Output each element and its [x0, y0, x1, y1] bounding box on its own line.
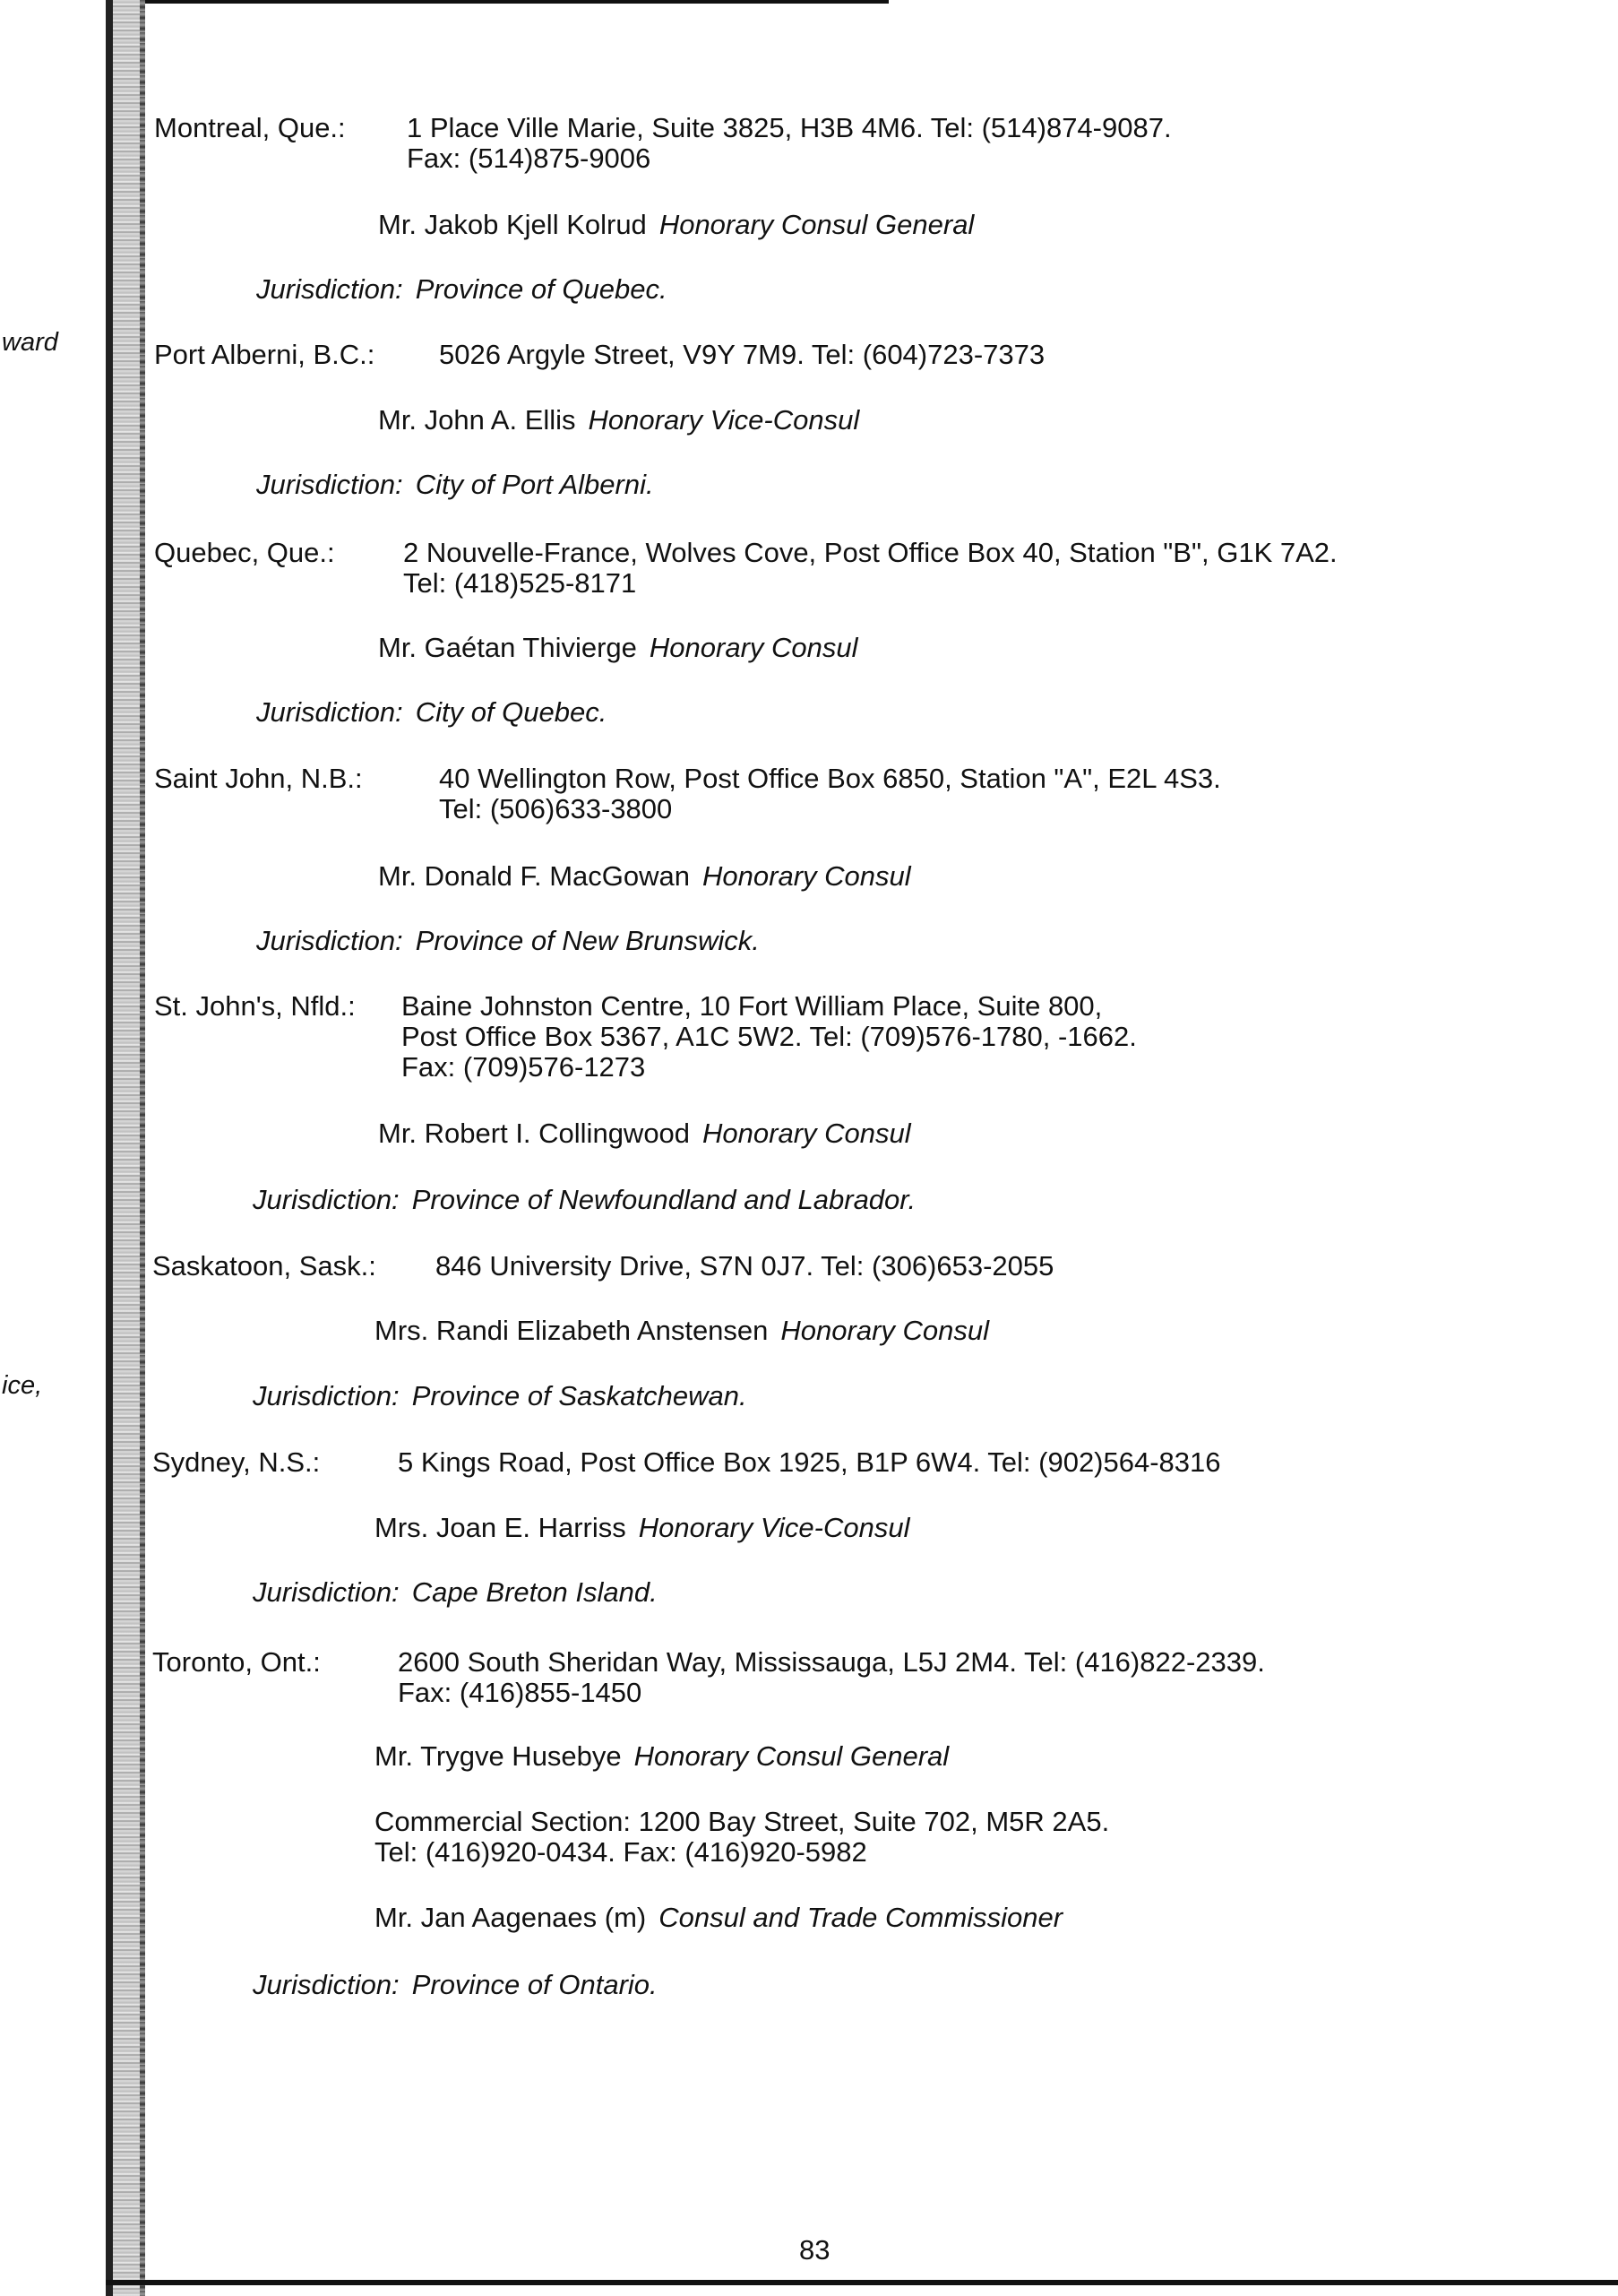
entry-city: Montreal, Que.: [154, 112, 346, 143]
top-rule [145, 0, 889, 4]
jurisdiction-value: City of Quebec. [415, 696, 607, 728]
jurisdiction-value: Province of Quebec. [415, 273, 667, 305]
jurisdiction-label: Jurisdiction: [253, 1969, 400, 2000]
official-title: Honorary Consul [702, 1118, 911, 1149]
jurisdiction [253, 1381, 747, 1411]
jurisdiction-label: Jurisdiction: [253, 1380, 400, 1411]
official-title: Honorary Consul General [633, 1740, 950, 1772]
official-title: Honorary Vice-Consul [638, 1512, 910, 1543]
address-line: Baine Johnston Centre, 10 Fort William Place, Suite 800, [401, 990, 1103, 1022]
official [374, 1903, 1063, 1933]
address-line: 1 Place Ville Marie, Suite 3825, H3B 4M6. Tel: (514)874-9087. [407, 112, 1172, 143]
jurisdiction-value: City of Port Alberni. [415, 469, 654, 500]
page-number: 83 [799, 2234, 831, 2266]
official-title: Honorary Consul [649, 632, 858, 663]
address-line: Post Office Box 5367, A1C 5W2. Tel: (709)576-1780, -1662. [401, 1021, 1137, 1052]
official-name: Mr. Donald F. MacGowan [378, 860, 691, 892]
bottom-rule [106, 2280, 1618, 2285]
official-title: Honorary Vice-Consul [588, 404, 860, 436]
jurisdiction-label: Jurisdiction: [253, 1576, 400, 1608]
official [378, 210, 974, 240]
entry-city: Saskatoon, Sask.: [152, 1250, 376, 1282]
jurisdiction [256, 274, 667, 305]
address-line: Tel: (506)633-3800 [439, 793, 673, 824]
jurisdiction-value: Province of New Brunswick. [415, 925, 760, 956]
jurisdiction [256, 926, 760, 956]
official [378, 1118, 911, 1149]
official-name: Mr. Jan Aagenaes (m) [374, 1902, 647, 1933]
margin-fragment: ice, [2, 1371, 43, 1400]
address-line: 2600 South Sheridan Way, Mississauga, L5J 2M4. Tel: (416)822-2339. [398, 1646, 1265, 1678]
official [374, 1513, 909, 1543]
jurisdiction [253, 1185, 916, 1215]
address-line: Tel: (418)525-8171 [403, 567, 637, 599]
jurisdiction [253, 1577, 658, 1608]
jurisdiction-label: Jurisdiction: [256, 696, 403, 728]
official-name: Mr. Trygve Husebye [374, 1740, 622, 1772]
official-name: Mrs. Joan E. Harriss [374, 1512, 626, 1543]
jurisdiction [253, 1970, 658, 2000]
jurisdiction-value: Cape Breton Island. [411, 1576, 658, 1608]
address-line: 40 Wellington Row, Post Office Box 6850, Station "A", E2L 4S3. [439, 763, 1221, 794]
jurisdiction [256, 697, 607, 728]
jurisdiction-value: Province of Ontario. [411, 1969, 658, 2000]
official-title: Honorary Consul [780, 1315, 990, 1346]
jurisdiction-label: Jurisdiction: [256, 925, 403, 956]
official-name: Mr. Jakob Kjell Kolrud [378, 209, 647, 240]
official-name: Mr. Gaétan Thivierge [378, 632, 637, 663]
official-title: Consul and Trade Commissioner [658, 1902, 1063, 1933]
official-name: Mr. John A. Ellis [378, 404, 576, 436]
entry-city: Quebec, Que.: [154, 537, 335, 568]
address-line: 5 Kings Road, Post Office Box 1925, B1P 6W4. Tel: (902)564-8316 [398, 1446, 1221, 1478]
official-title: Honorary Consul General [658, 209, 975, 240]
entry-city: Sydney, N.S.: [152, 1446, 321, 1478]
official [374, 1316, 989, 1346]
jurisdiction-label: Jurisdiction: [253, 1184, 400, 1215]
jurisdiction-label: Jurisdiction: [256, 469, 403, 500]
address-line: 5026 Argyle Street, V9Y 7M9. Tel: (604)723-7373 [439, 339, 1046, 370]
official-name: Mr. Robert I. Collingwood [378, 1118, 691, 1149]
entry-city: Saint John, N.B.: [154, 763, 363, 794]
jurisdiction-value: Province of Newfoundland and Labrador. [411, 1184, 917, 1215]
address-line: 2 Nouvelle-France, Wolves Cove, Post Office Box 40, Station "B", G1K 7A2. [403, 537, 1338, 568]
entry-city: St. John's, Nfld.: [154, 990, 356, 1022]
address-line: Fax: (709)576-1273 [401, 1051, 646, 1083]
jurisdiction-value: Province of Saskatchewan. [411, 1380, 747, 1411]
margin-fragment: ward [2, 328, 58, 357]
official [374, 1741, 949, 1772]
entry-city: Toronto, Ont.: [152, 1646, 321, 1678]
official [378, 861, 911, 892]
entry-city: Port Alberni, B.C.: [154, 339, 375, 370]
commercial-line: Commercial Section: 1200 Bay Street, Suite 702, M5R 2A5. [374, 1806, 1110, 1837]
commercial-line: Tel: (416)920-0434. Fax: (416)920-5982 [374, 1836, 867, 1868]
address-line: Fax: (416)855-1450 [398, 1677, 642, 1708]
official [378, 405, 859, 436]
official [378, 633, 858, 663]
official-name: Mrs. Randi Elizabeth Anstensen [374, 1315, 769, 1346]
jurisdiction-label: Jurisdiction: [256, 273, 403, 305]
address-line: 846 University Drive, S7N 0J7. Tel: (306)653-2055 [435, 1250, 1054, 1282]
jurisdiction [256, 470, 654, 500]
official-title: Honorary Consul [702, 860, 911, 892]
binding-edge [106, 0, 145, 2296]
address-line: Fax: (514)875-9006 [407, 142, 651, 174]
